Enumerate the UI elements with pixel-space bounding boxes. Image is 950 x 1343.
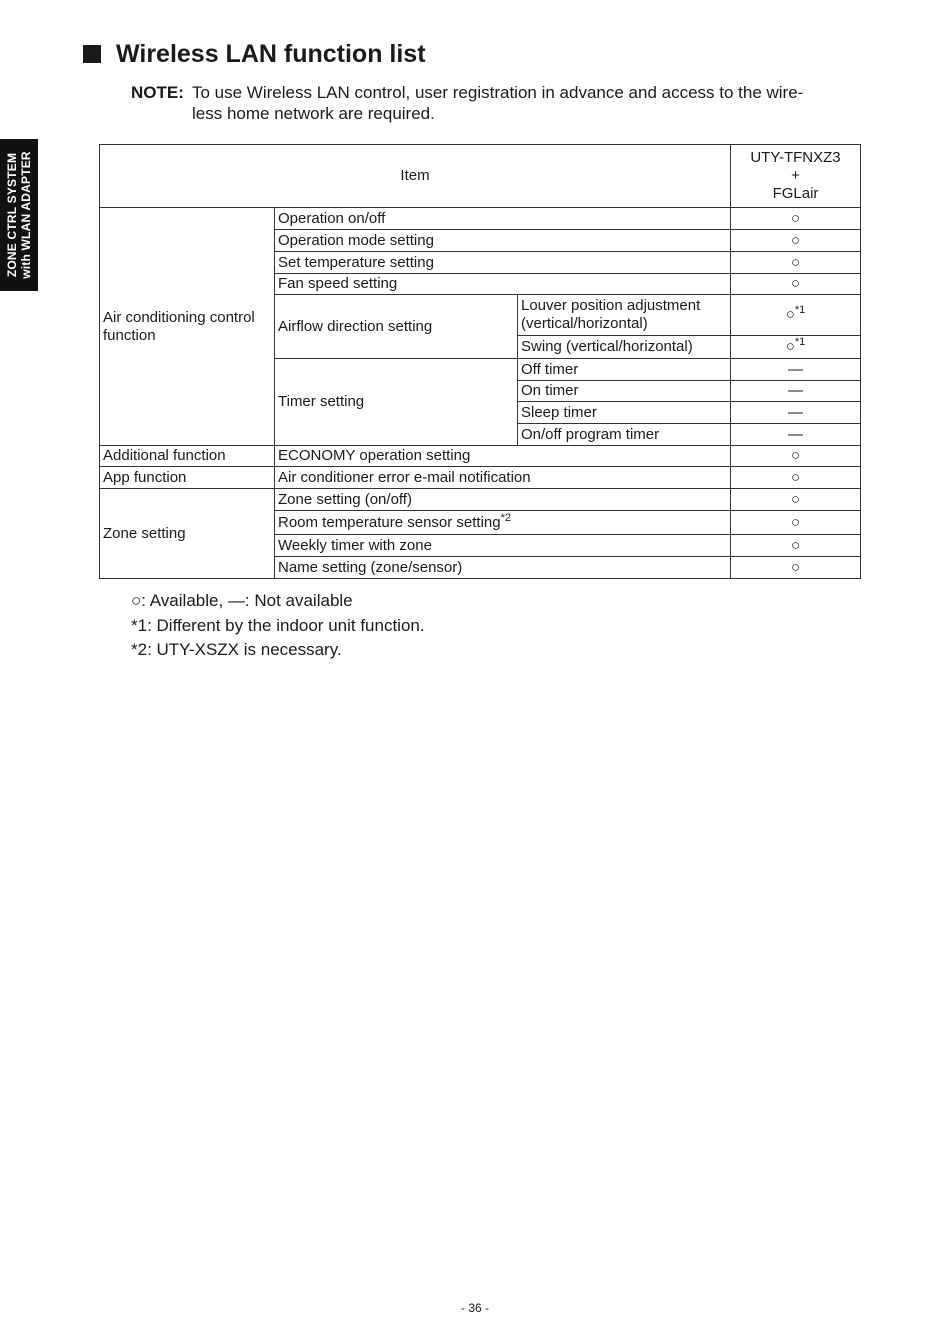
item-room-sensor-note: *2	[500, 511, 512, 524]
value-operation-mode: ○	[731, 230, 861, 252]
side-tab	[0, 139, 38, 291]
category-additional: Additional function	[100, 446, 275, 467]
side-tab-label	[5, 151, 33, 279]
value-fan-speed: ○	[731, 274, 861, 295]
table-row	[100, 208, 861, 230]
item-zone-onoff: Zone setting (on/off)	[275, 489, 731, 511]
page-title: Wireless LAN function list	[116, 39, 426, 68]
table-row	[100, 446, 861, 467]
table-header-row	[100, 145, 861, 208]
category-app: App function	[100, 467, 275, 489]
item-fan-speed: Fan speed setting	[275, 274, 731, 295]
header-model	[731, 145, 861, 208]
header-model-line1: UTY-TFNXZ3	[750, 149, 841, 166]
value-weekly-timer: ○	[731, 535, 861, 557]
header-item: Item	[100, 145, 731, 208]
footnotes	[131, 589, 425, 663]
item-economy: ECONOMY operation setting	[275, 446, 731, 467]
item-on-timer: On timer	[518, 381, 731, 402]
value-economy: ○	[731, 446, 861, 467]
item-room-sensor	[275, 511, 731, 535]
category-zone: Zone setting	[100, 489, 275, 579]
note-label: NOTE:	[131, 83, 184, 102]
header-model-line2: +	[791, 167, 800, 184]
item-onoff-program-timer: On/off program timer	[518, 424, 731, 446]
table-row	[100, 467, 861, 489]
value-louver	[731, 295, 861, 336]
value-onoff-program-timer: —	[731, 424, 861, 446]
group-timer: Timer setting	[275, 359, 518, 446]
section-heading	[83, 36, 426, 72]
footnote-2: *2: UTY-XSZX is necessary.	[131, 640, 342, 659]
page-number: - 36 -	[460, 1301, 489, 1315]
value-swing	[731, 336, 861, 359]
note-text: To use Wireless LAN control, user registration in advance and access to the wire-less home network are required.	[192, 83, 804, 123]
item-sleep-timer: Sleep timer	[518, 402, 731, 424]
category-ac-control: Air conditioning control function	[100, 208, 275, 446]
value-sleep-timer: —	[731, 402, 861, 424]
item-set-temperature: Set temperature setting	[275, 252, 731, 274]
item-operation-mode: Operation mode setting	[275, 230, 731, 252]
function-table	[99, 144, 861, 579]
item-name-setting: Name setting (zone/sensor)	[275, 557, 731, 579]
item-louver-line1: Louver position adjustment	[521, 297, 701, 314]
square-bullet-icon	[83, 45, 101, 63]
value-name-setting: ○	[731, 557, 861, 579]
item-off-timer: Off timer	[518, 359, 731, 381]
side-tab-line1: ZONE CTRL SYSTEM	[5, 152, 19, 278]
value-off-timer: —	[731, 359, 861, 381]
table-row	[100, 489, 861, 511]
value-swing-symbol: ○	[785, 338, 795, 355]
footnote-legend: ○: Available, —: Not available	[131, 591, 353, 610]
value-louver-symbol: ○	[785, 306, 795, 323]
value-set-temperature: ○	[731, 252, 861, 274]
group-airflow: Airflow direction setting	[275, 295, 518, 359]
item-swing: Swing (vertical/horizontal)	[518, 336, 731, 359]
footnote-1: *1: Different by the indoor unit function.	[131, 615, 425, 635]
value-error-email: ○	[731, 467, 861, 489]
item-weekly-timer: Weekly timer with zone	[275, 535, 731, 557]
value-swing-note: *1	[794, 336, 806, 348]
item-operation-onoff: Operation on/off	[275, 208, 731, 230]
item-louver	[518, 295, 731, 336]
item-error-email: Air conditioner error e-mail notification	[275, 467, 731, 489]
header-model-line3: FGLair	[772, 185, 819, 202]
value-room-sensor: ○	[731, 511, 861, 535]
value-zone-onoff: ○	[731, 489, 861, 511]
item-room-sensor-text: Room temperature sensor setting	[278, 513, 501, 531]
value-operation-onoff: ○	[731, 208, 861, 230]
note	[131, 82, 831, 124]
item-louver-line2: (vertical/horizontal)	[521, 315, 648, 332]
value-louver-note: *1	[794, 304, 806, 316]
side-tab-line2: with WLAN ADAPTER	[19, 151, 33, 279]
value-on-timer: —	[731, 381, 861, 402]
